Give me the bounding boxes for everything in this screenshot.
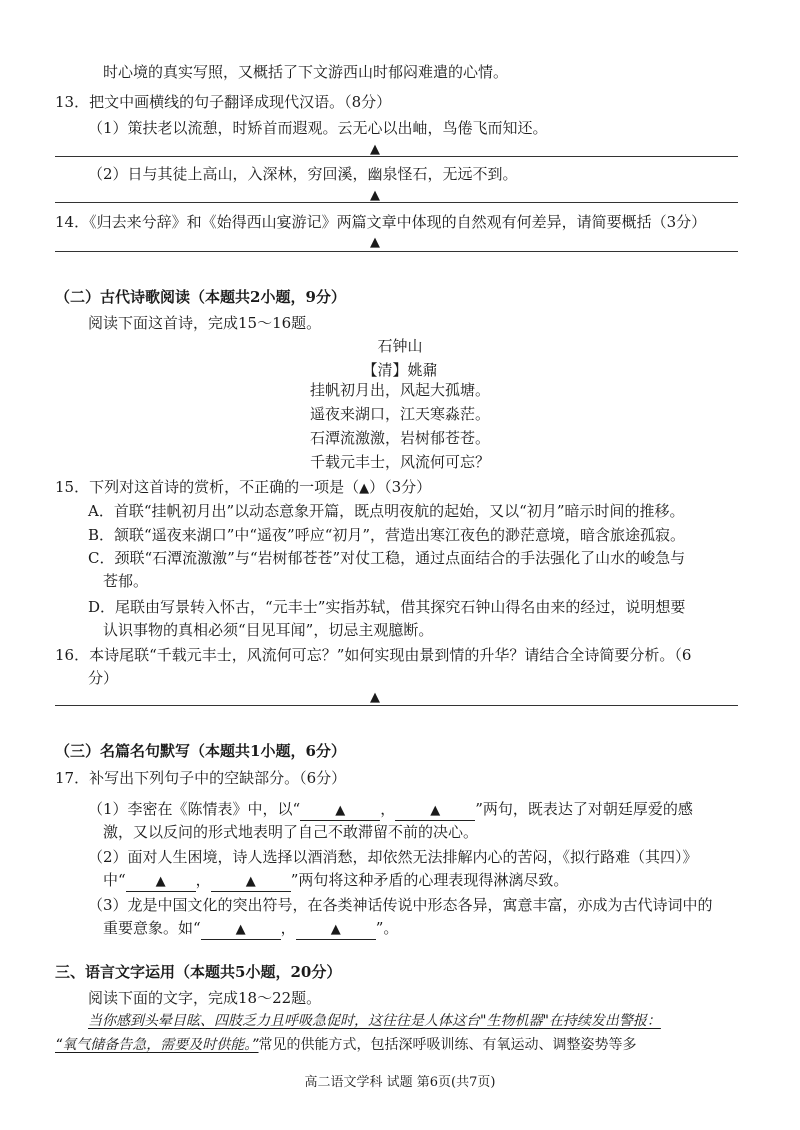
option-a: A．首联“挂帆初月出”以动态意象开篇，既点明夜航的起始，又以“初月”暗示时间的推移。	[88, 502, 685, 520]
answer-line	[55, 705, 738, 706]
poem-line: 遥夜来湖口，江天寒淼茫。	[309, 405, 490, 423]
fill-blank[interactable]: ▲	[126, 873, 196, 892]
question-17-item-2: （2）面对人生困境，诗人选择以酒消愁，却依然无法排解内心的苦闷，《拟行路难（其四）》	[88, 848, 698, 866]
fill-blank[interactable]: ▲	[296, 921, 376, 940]
section-2-intro: 阅读下面这首诗，完成15～16题。	[88, 314, 322, 332]
poem-author: 【清】姚鼐	[362, 361, 438, 379]
q12-tail-text: 时心境的真实写照，又概括了下文游西山时郁闷难遣的心情。	[103, 63, 509, 81]
passage-sentence-underlined: 当你感到头晕目眩、四肢乏力且呼吸急促时，这往往是人体这台"生物机器"在持续发出警报：	[88, 1013, 661, 1029]
question-16-stem-continued: 分）	[88, 669, 119, 687]
page-footer: 高二语文学科 试题 第6页(共7页)	[304, 1075, 496, 1090]
answer-marker-triangle: ▲	[370, 690, 380, 705]
answer-marker-triangle: ▲	[370, 142, 380, 157]
question-16-stem: 16．本诗尾联“千载元丰士，风流何可忘？”如何实现由景到情的升华？请结合全诗简要分析。（6	[55, 646, 692, 664]
poem-line: 石潭流激激，岩树郁苍苍。	[309, 429, 490, 447]
answer-line	[55, 251, 738, 252]
question-17-item-1-continued: 激，又以反问的形式地表明了自己不敢滞留不前的决心。	[103, 823, 479, 841]
section-three-title: 三、语言文字运用（本题共5小题，20分）	[55, 963, 342, 981]
question-17-item-2-continued: 中“ ▲ ， ▲ ”两句将这种矛盾的心理表现得淋漓尽致。	[103, 870, 568, 892]
question-15-stem: 15．下列对这首诗的赏析，不正确的一项是（▲）（3分）	[55, 478, 432, 496]
fill-blank[interactable]: ▲	[300, 802, 380, 821]
question-17-item-3: （3）龙是中国文化的突出符号，在各类神话传说中形态各异，寓意丰富，亦成为古代诗词中的	[88, 896, 713, 914]
option-c: C．颈联“石潭流激激”与“岩树郁苍苍”对仗工稳，通过点面结合的手法强化了山水的峻急与	[88, 549, 686, 567]
question-14-stem: 14．《归去来兮辞》和《始得西山宴游记》两篇文章中体现的自然观有何差异，请简要概括（3分）	[55, 213, 707, 231]
fill-blank[interactable]: ▲	[395, 802, 475, 821]
question-13-stem: 13．把文中画横线的句子翻译成现代汉语。（8分）	[55, 93, 392, 111]
answer-marker-triangle: ▲	[370, 188, 380, 203]
question-13-sentence-2: （2）日与其徒上高山，入深林，穷回溪，幽泉怪石，无远不到。	[88, 165, 518, 183]
answer-line	[55, 156, 738, 157]
poem-line: 挂帆初月出，风起大孤塘。	[309, 381, 490, 399]
passage-line-2: “氧气储备告急，需要及时供能。”常见的供能方式，包括深呼吸训练、有氧运动、调整姿势等多	[55, 1037, 637, 1053]
section-2-title: （二）古代诗歌阅读（本题共2小题，9分）	[55, 288, 346, 306]
option-d-continued: 认识事物的真相必须“目见耳闻”，切忌主观臆断。	[103, 621, 434, 639]
question-13-sentence-1: （1）策扶老以流憩，时矫首而遐观。云无心以出岫，鸟倦飞而知还。	[88, 119, 548, 137]
poem-line: 千载元丰士，风流何可忘？	[309, 453, 490, 471]
answer-marker-triangle: ▲	[359, 481, 370, 496]
question-17-item-1: （1）李密在《陈情表》中，以“ ▲ ， ▲ ”两句，既表达了对朝廷厚爱的感	[88, 799, 693, 821]
option-d: D．尾联由写景转入怀古，“元丰士”实指苏轼，借其探究石钟山得名由来的经过，说明想要	[88, 598, 686, 616]
option-c-continued: 苍郁。	[103, 572, 149, 590]
fill-blank[interactable]: ▲	[201, 921, 281, 940]
option-b: B．颔联“遥夜来湖口”中“遥夜”呼应“初月”，营造出寒江夜色的渺茫意境，暗含旅途孤寂。	[88, 526, 686, 544]
fill-blank[interactable]: ▲	[211, 873, 291, 892]
section-3-title: （三）名篇名句默写（本题共1小题，6分）	[55, 742, 346, 760]
section-three-intro: 阅读下面的文字，完成18～22题。	[88, 989, 322, 1007]
answer-line	[55, 202, 738, 203]
answer-marker-triangle: ▲	[370, 235, 380, 250]
question-17-stem: 17．补写出下列句子中的空缺部分。（6分）	[55, 769, 347, 787]
question-17-item-3-continued: 重要意象。如“ ▲ ， ▲ ”。	[103, 918, 398, 940]
poem-title: 石钟山	[377, 337, 423, 355]
